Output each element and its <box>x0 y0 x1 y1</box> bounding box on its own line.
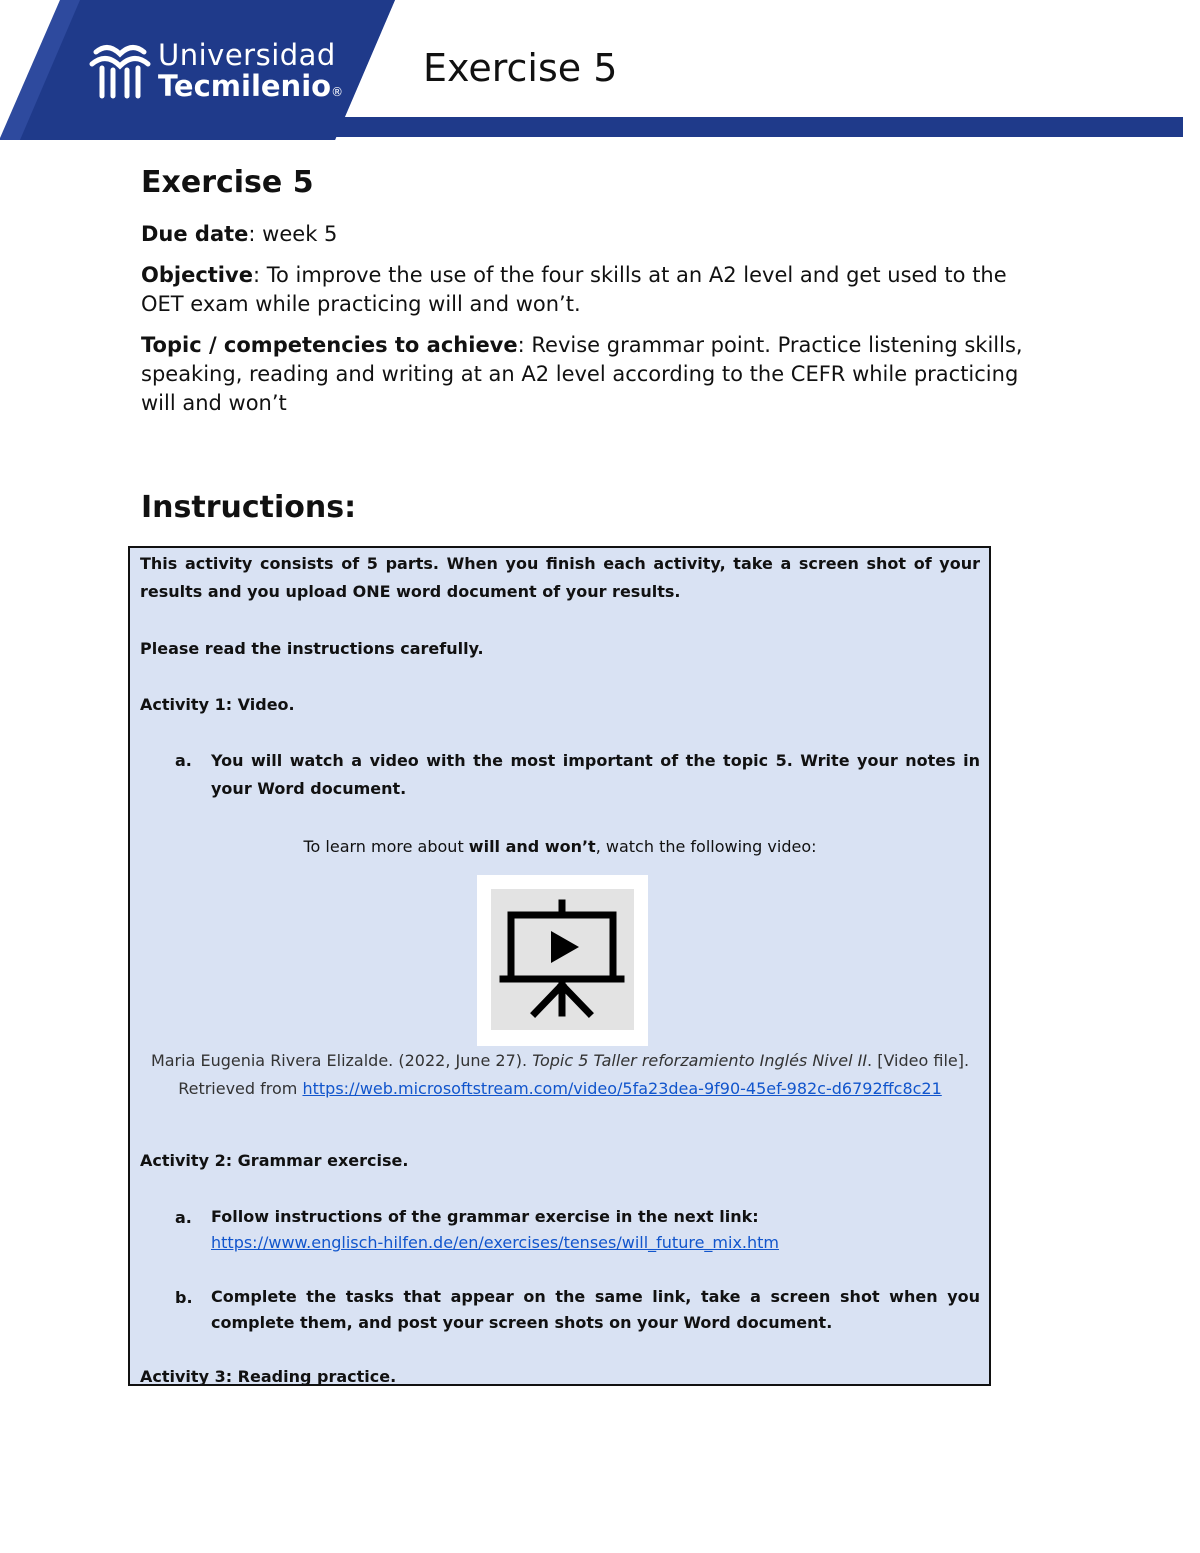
topic-competencies: Topic / competencies to achieve: Revise grammar point. Practice listening skills, speaking, reading and writing at an A2 level according to the CEFR while practicing will and won’t <box>141 333 1023 415</box>
presentation-play-icon <box>491 889 634 1030</box>
learn-more-text: To learn more about will and won’t, watch the following video: <box>303 837 817 856</box>
activity-2-title: Activity 2: Grammar exercise. <box>140 1151 409 1170</box>
due-date: Due date: week 5 <box>141 222 338 246</box>
page-title: Exercise 5 <box>141 165 314 200</box>
grammar-exercise-link[interactable]: https://www.englisch-hilfen.de/en/exercises/tenses/will_future_mix.htm <box>211 1233 779 1252</box>
list-item-text: Complete the tasks that appear on the same link, take a screen shot when you complete them, and post your screen shots on your Word document. <box>211 1287 980 1332</box>
activity-1-item-a <box>175 747 980 803</box>
instructions-box <box>128 546 991 1386</box>
video-citation: Maria Eugenia Rivera Elizalde. (2022, June 27). Topic 5 Taller reforzamiento Inglés Nivel II. [Video file]. Retrieved from https://web.microsoftstream.com/video/5fa23dea-9f90-45ef-982c-d6792ffc8c21 <box>150 1051 970 1098</box>
intro-text: This activity consists of 5 parts. When you finish each activity, take a screen shot of your results and you upload ONE word document of your results. <box>140 554 980 601</box>
activity-2-item-a <box>175 1204 980 1256</box>
tecmilenio-logo-icon <box>88 34 152 100</box>
header-title: Exercise 5 <box>423 46 618 90</box>
list-marker: a. <box>175 1208 192 1227</box>
list-marker: b. <box>175 1288 193 1307</box>
read-carefully-text: Please read the instructions carefully. <box>140 639 484 658</box>
main-content <box>141 165 1041 430</box>
logo-line-1: Universidad <box>158 38 336 72</box>
list-item-text: You will watch a video with the most important of the topic 5. Write your notes in your Word document. <box>211 751 980 798</box>
activity-3-title: Activity 3: Reading practice. <box>140 1367 397 1386</box>
activity-1-title: Activity 1: Video. <box>140 695 295 714</box>
video-thumbnail[interactable] <box>477 875 648 1046</box>
activity-2-item-b <box>175 1284 980 1336</box>
instructions-heading: Instructions: <box>141 490 357 525</box>
logo-line-2: Tecmilenio® <box>158 69 344 103</box>
list-marker: a. <box>175 751 192 770</box>
video-icon-background <box>491 889 634 1030</box>
list-item-text: Follow instructions of the grammar exercise in the next link: <box>211 1207 759 1226</box>
objective: Objective: To improve the use of the four skills at an A2 level and get used to the OET exam while practicing will and won’t. <box>141 263 1007 316</box>
video-link[interactable]: https://web.microsoftstream.com/video/5fa23dea-9f90-45ef-982c-d6792ffc8c21 <box>302 1079 942 1098</box>
